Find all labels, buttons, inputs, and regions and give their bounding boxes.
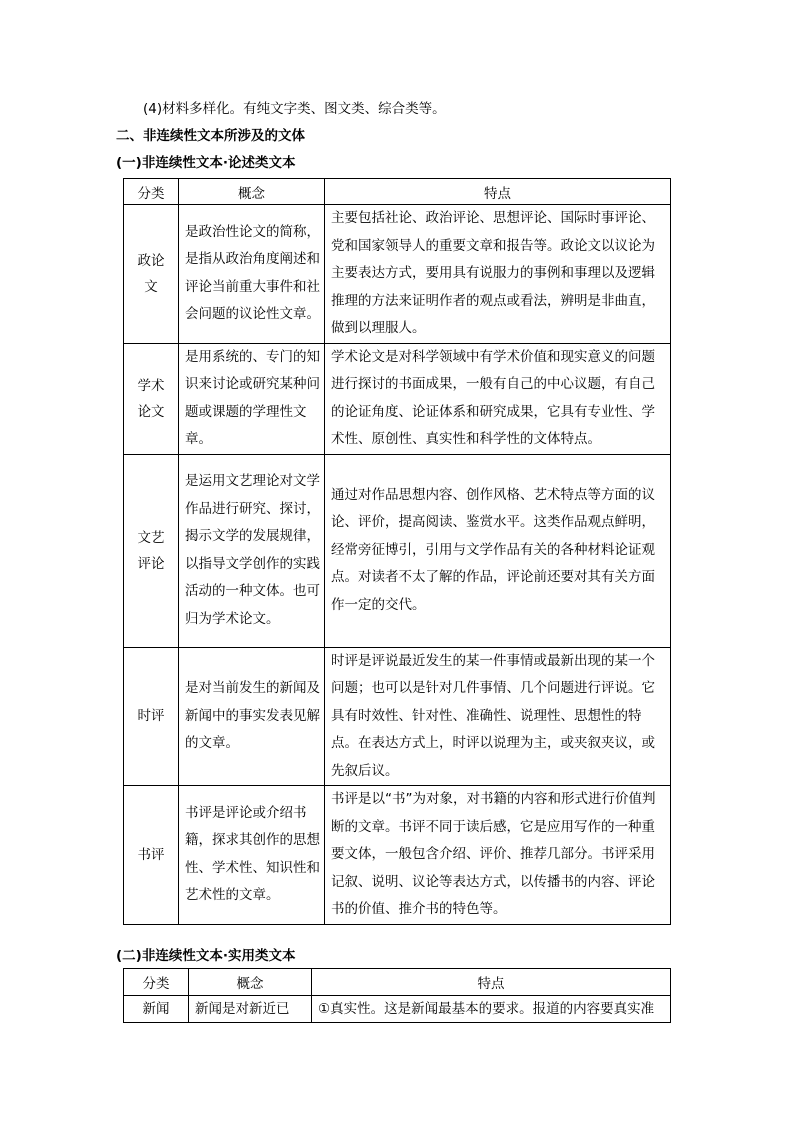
category-label: 学术论文 [137,377,165,420]
table-header-row [124,969,671,996]
practical-text-table [123,968,671,1023]
section-title: 二、非连续性文本所涉及的文体 [116,128,305,144]
row-category [124,343,179,454]
row-features: 书评是以“书”为对象，对书籍的内容和形式进行价值判断的文章。书评不同于读后感，它是应用写作的一种重要文体，一般包含介绍、评价、推荐几部分。书评采用记叙、说明、议论等表达方式，以传播书的内容、评论书的价值、推介书的特色等。 [325,786,671,925]
column-header-features: 特点 [312,969,671,996]
row-features: 主要包括社论、政治评论、思想评论、国际时事评论、党和国家领导人的重要文章和报告等。政论文以议论为主要表达方式，要用具有说服力的事例和事理以及逻辑推理的方法来证明作者的观点或看法，辨明是非曲直，做到以理服人。 [325,205,671,344]
table-header-row [124,179,671,205]
subsection-title-practical: (二)非连续性文本·实用类文本 [116,948,296,964]
column-header-concept: 概念 [179,179,325,205]
table-row [124,205,671,344]
argumentative-text-table [123,178,671,925]
row-concept: 是用系统的、专门的知识来讨论或研究某种问题或课题的学理性文章。 [179,343,325,454]
column-header-features: 特点 [325,179,671,205]
intro-line: (4)材料多样化。有纯文字类、图文类、综合类等。 [143,101,446,117]
row-concept: 是运用文艺理论对文学作品进行研究、探讨，揭示文学的发展规律，以指导文学创作的实践活动的一种文体。也可归为学术论文。 [179,454,325,647]
category-label: 文艺评论 [137,529,165,572]
row-features: ①真实性。这是新闻最基本的要求。报道的内容要真实准 [312,996,671,1023]
column-header-concept: 概念 [189,969,312,996]
table-row [124,786,671,925]
category-label: 时评 [137,708,165,725]
category-label: 政论文 [137,252,165,295]
row-features: 通过对作品思想内容、创作风格、艺术特点等方面的议论、评价，提高阅读、鉴赏水平。这类作品观点鲜明，经常旁征博引，引用与文学作品有关的各种材料论证观点。对读者不太了解的作品，评论前还要对其有关方面作一定的交代。 [325,454,671,647]
table-row [124,647,671,786]
table-row [124,343,671,454]
table-row [124,454,671,647]
row-features: 学术论文是对科学领域中有学术价值和现实意义的问题进行探讨的书面成果，一般有自己的中心议题，有自己的论证角度、论证体系和研究成果，它具有专业性、学术性、原创性、真实性和科学性的文体特点。 [325,343,671,454]
row-concept: 新闻是对新近已 [189,996,312,1023]
row-category [124,786,179,925]
row-category [124,996,189,1023]
row-concept: 是对当前发生的新闻及新闻中的事实发表见解的文章。 [179,647,325,786]
row-category [124,647,179,786]
row-concept: 是政治性论文的简称，是指从政治角度阐述和评论当前重大事件和社会问题的议论性文章。 [179,205,325,344]
table-row [124,996,671,1023]
row-features: 时评是评说最近发生的某一件事情或最新出现的某一个问题；也可以是针对几件事情、几个问题进行评说。它具有时效性、针对性、准确性、说理性、思想性的特点。在表达方式上，时评以说理为主，或夹叙夹议，或先叙后议。 [325,647,671,786]
subsection-title-argumentative: (一)非连续性文本·论述类文本 [116,155,296,171]
row-category [124,454,179,647]
column-header-category: 分类 [124,969,189,996]
row-category [124,205,179,344]
category-label: 新闻 [142,1001,170,1017]
column-header-category: 分类 [124,179,179,205]
category-label: 书评 [137,846,165,863]
row-concept: 书评是评论或介绍书籍，探求其创作的思想性、学术性、知识性和艺术性的文章。 [179,786,325,925]
